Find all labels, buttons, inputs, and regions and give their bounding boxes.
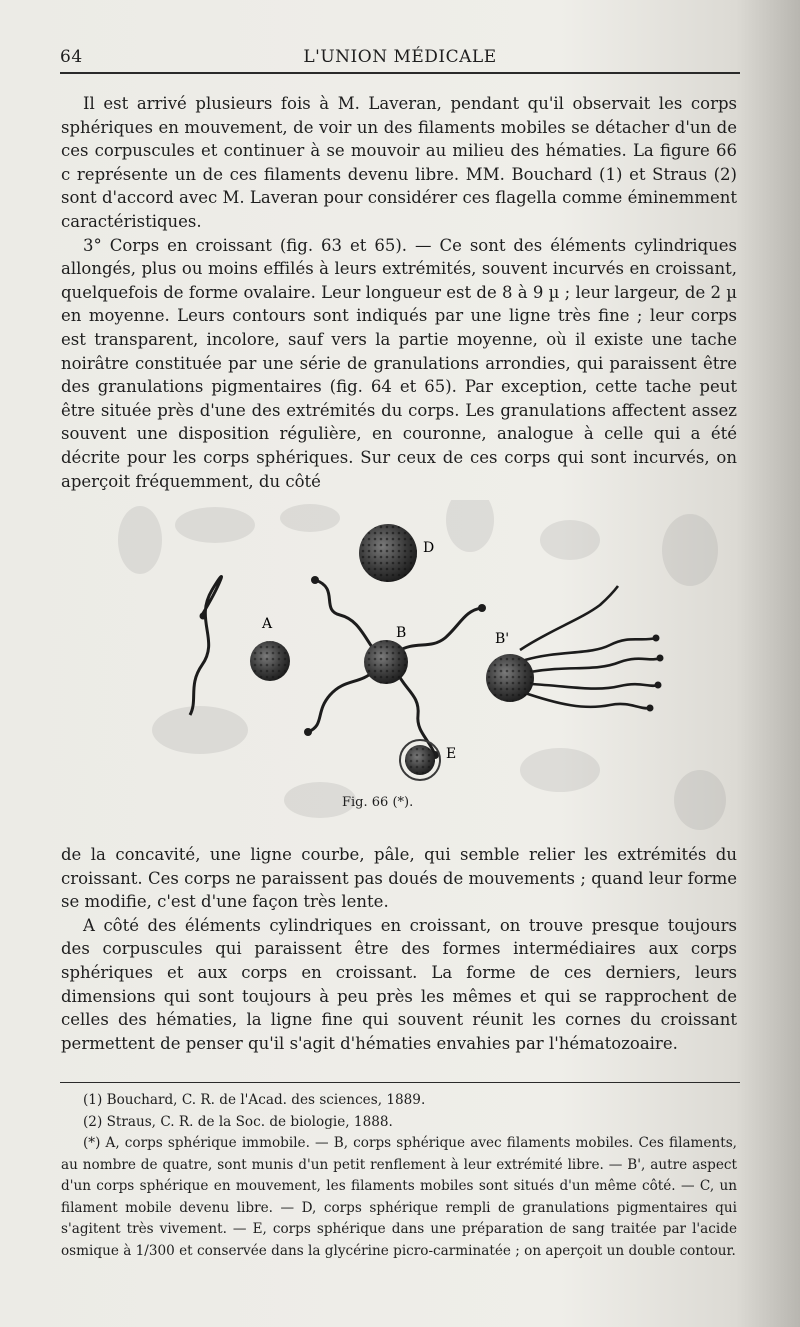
sphere-d — [359, 524, 417, 582]
label-e: E — [446, 746, 457, 762]
header-rule — [60, 72, 740, 74]
free-filament-c — [190, 576, 221, 715]
footnote: (*) A, corps sphérique immobile. — B, corps sphérique avec filaments mobiles. Ces filaments, au nombre de quatre, sont munis d'un petit renflement à leur extrémité libre. — B', autre aspect d'un corps sphérique en mouvement, les filaments mobiles sont situés d'un même côté. — C, un filament mobile devenu libre. — D, corps sphérique rempli de granulations pigmentaires qui s'agitent très vivement. — E, corps sphérique dans une préparation de sang traitée par l'acide osmique à 1/300 et conservée dans la glycérine picro-carminatée ; on aperçoit un double contour. — [61, 1135, 737, 1259]
paragraph: de la concavité, une ligne courbe, pâle, qui semble relier les extrémités du croissant. Ces corps ne paraissent pas doués de mouvements ; quand leur forme se modifie, c'est d'une façon très lente. — [61, 845, 737, 912]
body-text-top — [61, 92, 737, 493]
body-text-bottom — [61, 843, 737, 1055]
paragraph: Il est arrivé plusieurs fois à M. Laveran, pendant qu'il observait les corps sphériques en mouvement, de voir un des filaments mobiles se détacher d'un de ces corpuscules et continuer à se mouvoir au milieu des hématies. La figure 66 c représente un de ces filaments devenu libre. MM. Bouchard (1) et Straus (2) sont d'accord avec M. Laveran pour considérer ces flagella comme éminemment caractéristiques. — [61, 94, 737, 231]
figure-illustration — [90, 500, 730, 840]
label-a: A — [262, 616, 273, 632]
footnote-rule — [60, 1082, 740, 1083]
figure-66 — [90, 500, 730, 840]
sphere-a — [250, 641, 290, 681]
running-title: L'UNION MÉDICALE — [303, 47, 497, 67]
sphere-b-prime — [520, 586, 660, 708]
figure-caption: Fig. 66 (*). — [342, 795, 414, 810]
footnote: (2) Straus, C. R. de la Soc. de biologie, 1888. — [83, 1113, 393, 1130]
label-d: D — [423, 540, 435, 556]
paragraph: A côté des éléments cylindriques en croissant, on trouve presque toujours des corpuscules qui paraissent être des formes intermédiaires aux corps sphériques et aux corps en croissant. La forme de ces derniers, leurs dimensions qui sont toujours à peu près les mêmes et qui se rapprochent de celles des hématies, la ligne fine qui souvent réunit les cornes du croissant permettent de penser qu'il s'agit d'hématies envahies par l'hématozoaire. — [61, 915, 737, 1053]
sphere-e — [400, 740, 440, 780]
footnotes — [61, 1090, 737, 1262]
label-b: B — [396, 625, 407, 641]
page-number: 64 — [60, 47, 83, 67]
label-b-prime: B' — [495, 631, 510, 647]
footnote: (1) Bouchard, C. R. de l'Acad. des sciences, 1889. — [83, 1092, 426, 1108]
page-header — [60, 42, 740, 72]
paragraph: 3° Corps en croissant (fig. 63 et 65). — Ce sont des éléments cylindriques allongés, plus ou moins effilés à leurs extrémités, souvent incurvés en croissant, quelquefois de forme ovalaire. Leur longueur est de 8 à 9 µ ; leur largeur, de 2 µ en moyenne. Leurs contours sont indiqués par une ligne très fine ; leur corps est transparent, incolore, sauf vers la partie moyenne, où il existe une tache noirâtre constituée par une série de granulations arrondies, qui paraissent être des granulations pigmentaires (fig. 64 et 65). Par exception, cette tache peut être située près d'une des extrémités du corps. Les granulations affectent assez souvent une disposition régulière, en couronne, analogue à celle qui a été décrite pour les corps sphériques. Sur ceux de ces corps qui sont incurvés, on aperçoit fréquemment, du côté — [61, 235, 737, 491]
